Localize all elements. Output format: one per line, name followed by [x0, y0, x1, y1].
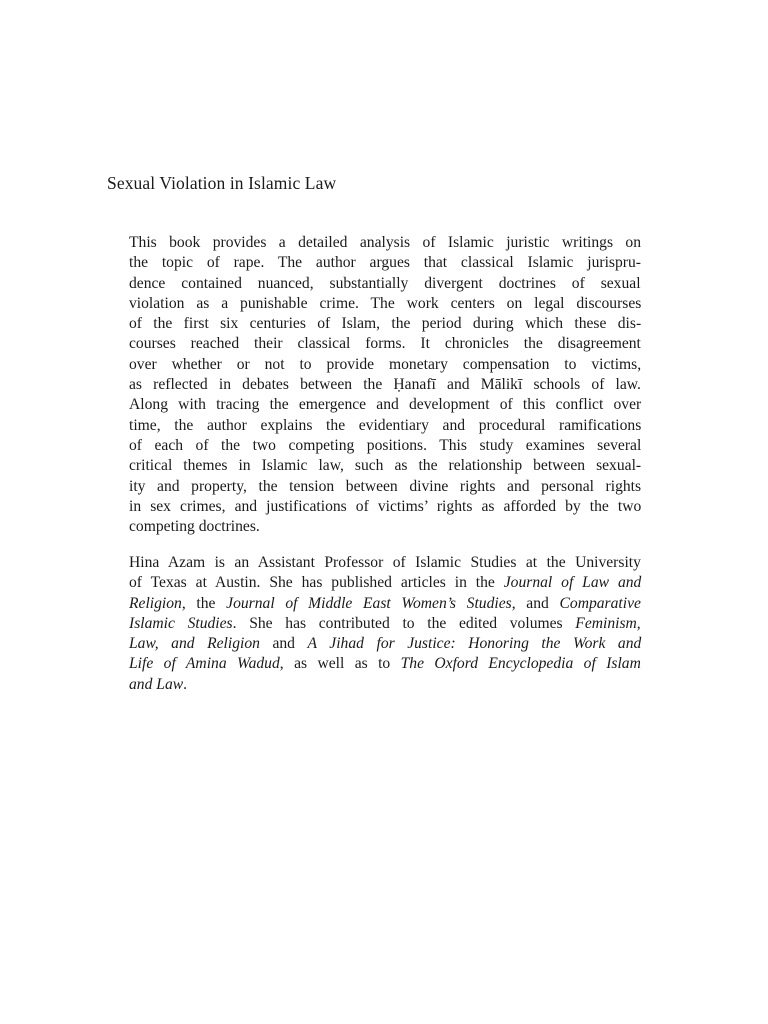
volume-title: A Jihad for Justice: Honoring the Work and: [307, 635, 642, 653]
abstract-line: This book provides a detailed analysis of Islamic juristic writings on: [129, 234, 642, 251]
bio-line: [129, 614, 641, 634]
volume-title: Life of Amina Wadud: [129, 655, 280, 673]
volume-title: Law, and Religion: [129, 635, 260, 653]
abstract-line: Along with tracing the emergence and development of this conflict over: [129, 396, 642, 414]
encyclopedia-title: and Law: [129, 675, 184, 693]
bio-text: .: [183, 675, 188, 693]
abstract-paragraph: [129, 233, 641, 537]
abstract-line: violation as a punishable crime. The work centers on legal discourses: [129, 294, 642, 312]
abstract-line: competing doctrines.: [129, 518, 260, 536]
abstract-line: over whether or not to provide monetary compensation to victims,: [129, 355, 642, 373]
abstract-line: ity and property, the tension between divine rights and personal rights: [129, 477, 642, 495]
abstract-line: time, the author explains the evidentiary and procedural ramifications: [129, 416, 642, 434]
bio-line: [129, 675, 641, 695]
encyclopedia-title: The Oxford Encyclopedia of Islam: [400, 655, 641, 673]
abstract-line: of the first six centuries of Islam, the period during which these dis-: [129, 315, 642, 333]
abstract-line: as reflected in debates between the Ḥanafī and Mālikī schools of law.: [129, 376, 641, 394]
bio-text: , the: [181, 594, 227, 612]
journal-title: Journal of Middle East Women’s Studies: [226, 594, 512, 612]
bio-text: and: [259, 635, 308, 653]
bio-line: [129, 634, 641, 654]
bio-text: . She has contributed to the edited volumes: [232, 614, 576, 632]
abstract-line: critical themes in Islamic law, such as the relationship between sexual-: [129, 457, 642, 475]
journal-title: Comparative: [559, 594, 641, 612]
journal-title: Islamic Studies: [129, 614, 233, 632]
bio-text: , and: [511, 594, 560, 612]
abstract-line: of each of the two competing positions. This study examines several: [129, 436, 642, 454]
bio-line: [129, 594, 641, 614]
abstract-line: the topic of rape. The author argues that classical Islamic jurispru-: [129, 254, 641, 272]
bio-text: of Texas at Austin. She has published articles in the: [129, 574, 504, 592]
abstract-line: dence contained nuanced, substantially divergent doctrines of sexual: [129, 274, 641, 292]
volume-title: Feminism,: [575, 614, 641, 632]
bio-text: , as well as to: [279, 655, 401, 673]
book-title: Sexual Violation in Islamic Law: [107, 173, 337, 193]
author-bio-paragraph: [129, 553, 641, 695]
bio-line: [129, 654, 641, 674]
bio-line: [129, 553, 641, 573]
bio-line: [129, 573, 641, 593]
journal-title: Religion: [129, 594, 182, 612]
abstract-line: in sex crimes, and justifications of victims’ rights as afforded by the two: [129, 497, 642, 515]
bio-text: Hina Azam is an Assistant Professor of Islamic Studies at the University: [129, 554, 641, 571]
abstract-line: courses reached their classical forms. It chronicles the disagreement: [129, 335, 641, 353]
journal-title: Journal of Law and: [503, 574, 642, 592]
